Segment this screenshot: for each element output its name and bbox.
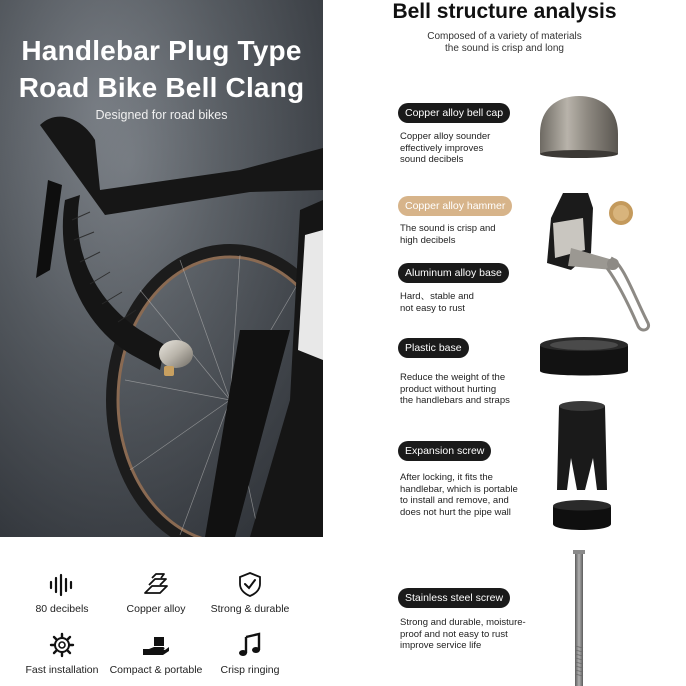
- feature-grid: [0, 537, 323, 686]
- desc-line: sound decibels: [400, 154, 464, 165]
- desc-line: handlebar, which is portable: [400, 483, 518, 495]
- part-desc-bell-cap: [400, 131, 545, 166]
- structure-panel: [323, 0, 686, 686]
- part-desc-steel-screw: [400, 617, 550, 652]
- steel-screw-image: [567, 550, 591, 686]
- part-name-bell-cap: Copper alloy bell cap: [398, 103, 510, 123]
- plastic-base-image: [538, 335, 630, 385]
- structure-subtitle-line2: the sound is crisp and long: [445, 43, 564, 54]
- feature-label: 80 decibels: [35, 603, 89, 615]
- desc-line: effectively improves: [400, 142, 484, 154]
- desc-line: improve service life: [400, 640, 482, 651]
- shield-check-icon: [237, 571, 263, 597]
- part-name-expansion-screw: Expansion screw: [398, 441, 491, 461]
- desc-line: The sound is crisp and: [400, 223, 496, 234]
- music-note-icon: [238, 632, 262, 658]
- metal-bars-icon: [142, 571, 170, 597]
- feature-item: [196, 571, 304, 615]
- gear-wrench-icon: [49, 632, 75, 658]
- desc-line: product without hurting: [400, 383, 497, 395]
- feature-item: [8, 573, 116, 615]
- hero-title-line2: Road Bike Bell Clang: [18, 72, 305, 103]
- desc-line: high decibels: [400, 234, 456, 246]
- desc-line: Strong and durable, moisture-: [400, 617, 526, 628]
- desc-line: does not hurt the pipe wall: [400, 506, 511, 518]
- hand-box-icon: [141, 634, 171, 658]
- part-desc-plastic-base: [400, 372, 545, 407]
- feature-label: Strong & durable: [210, 603, 290, 615]
- desc-line: After locking, it fits the: [400, 472, 493, 483]
- hammer-base-image: [543, 188, 653, 333]
- bell-hammer: [164, 366, 174, 376]
- expansion-screw-image: [549, 398, 615, 536]
- feature-item: [8, 632, 116, 676]
- part-desc-hammer: [400, 223, 545, 246]
- desc-line: Reduce the weight of the: [400, 372, 506, 383]
- sound-wave-icon: [48, 573, 76, 597]
- desc-line: to install and remove, and: [400, 495, 509, 506]
- feature-item: [102, 634, 210, 676]
- bell-cap: [159, 340, 193, 368]
- feature-label: Fast installation: [25, 664, 99, 676]
- feature-label: Copper alloy: [126, 603, 186, 615]
- feature-label: Crisp ringing: [220, 664, 280, 676]
- hero-photo: [0, 0, 323, 537]
- desc-line: not easy to rust: [400, 302, 465, 314]
- desc-line: Copper alloy sounder: [400, 131, 491, 142]
- part-name-hammer: Copper alloy hammer: [398, 196, 512, 216]
- part-desc-aluminum-base: [400, 291, 545, 314]
- hero-title-line1: Handlebar Plug Type: [21, 35, 302, 66]
- hero-subtitle: Designed for road bikes: [95, 108, 228, 122]
- structure-title: Bell structure analysis: [392, 0, 617, 23]
- feature-item: [196, 632, 304, 676]
- part-name-steel-screw: Stainless steel screw: [398, 588, 510, 608]
- structure-subtitle: [323, 31, 686, 55]
- desc-line: the handlebars and straps: [400, 395, 510, 406]
- part-name-aluminum-base: Aluminum alloy base: [398, 263, 509, 283]
- desc-line: proof and not easy to rust: [400, 628, 508, 640]
- structure-subtitle-line1: Composed of a variety of materials: [427, 31, 582, 42]
- feature-item: [102, 571, 210, 615]
- part-name-plastic-base: Plastic base: [398, 338, 469, 358]
- desc-line: Hard、stable and: [400, 291, 474, 302]
- bell-cap-image: [536, 94, 622, 160]
- feature-label: Compact & portable: [109, 664, 203, 676]
- part-desc-expansion-screw: [400, 472, 550, 518]
